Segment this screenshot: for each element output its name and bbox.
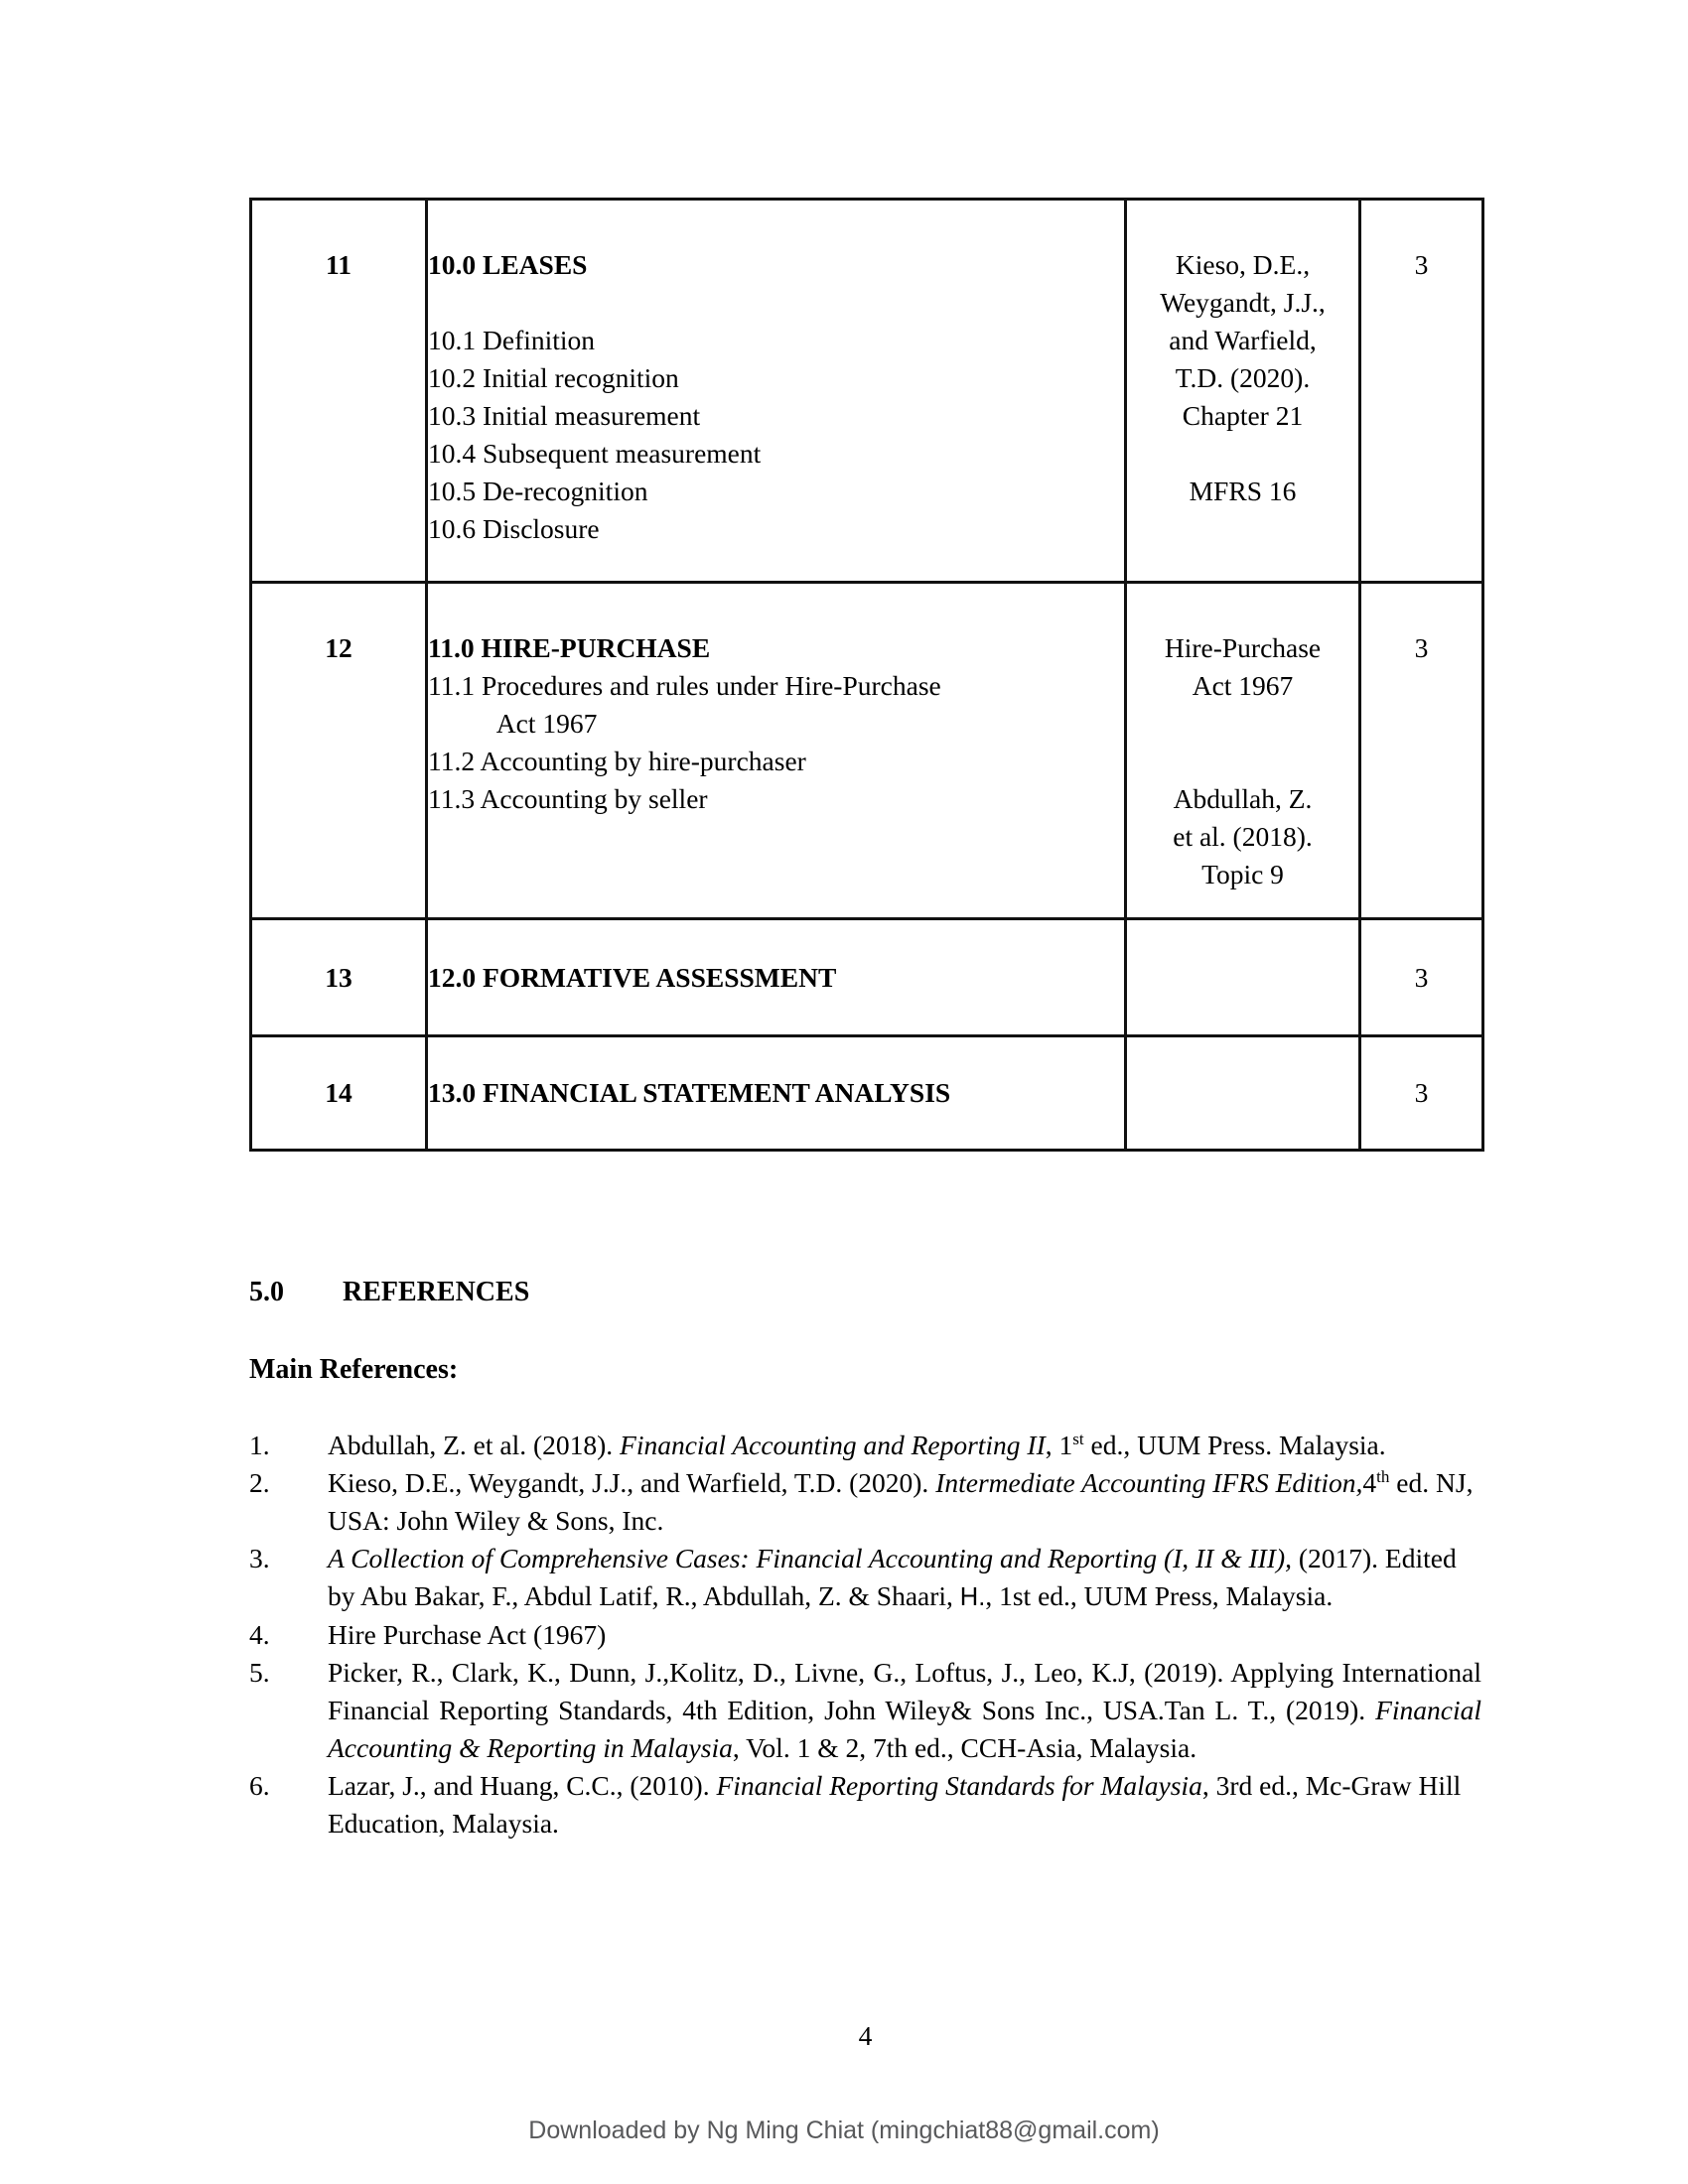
topic-line: Act 1967 <box>428 708 598 739</box>
reference-text-segment: H. <box>959 1583 986 1611</box>
week-number: 14 <box>325 1077 352 1108</box>
topic-line: 10.3 Initial measurement <box>428 400 701 431</box>
reference-item-number: 6. <box>249 1770 270 1801</box>
topic-line: 10.5 De-recognition <box>428 476 648 506</box>
reference-line: Abdullah, Z. <box>1173 783 1313 814</box>
hours-cell <box>1360 1036 1483 1151</box>
topic-heading: 12.0 FORMATIVE ASSESSMENT <box>428 961 837 993</box>
syllabus-table <box>249 198 1484 1152</box>
reference-text-segment: Picker, R., Clark, K., Dunn, J.,Kolitz, D., Livne, G., Loftus, J., Leo, K.J, (2019). Applying International Financial Reporting Standards, 4th Edition, John Wiley& Sons Inc., USA.Tan L. T., (2019). <box>328 1657 1481 1725</box>
reference-item <box>249 1464 1481 1540</box>
hours-cell <box>1360 583 1483 919</box>
topic-line <box>428 284 1124 322</box>
reference-item <box>249 1427 1481 1464</box>
reference-item-text <box>328 1540 1481 1616</box>
week-number: 13 <box>325 961 352 993</box>
reference-line: Hire-Purchase <box>1164 632 1322 663</box>
reference-line: Kieso, D.E., <box>1175 249 1311 280</box>
topic-line: 11.1 Procedures and rules under Hire-Purchase <box>428 670 941 701</box>
hours-cell <box>1360 919 1483 1036</box>
topic-cell <box>427 919 1126 1036</box>
reference-line: Weygandt, J.J., <box>1160 287 1326 318</box>
reference-text-segment: A Collection of Comprehensive Cases: Financial Accounting and Reporting (I, II & III), <box>328 1543 1292 1573</box>
table-row <box>251 583 1483 919</box>
reference-item-number: 4. <box>249 1619 270 1650</box>
reference-line <box>1127 743 1358 780</box>
topic-heading: 13.0 FINANCIAL STATEMENT ANALYSIS <box>428 1077 951 1108</box>
reference-text-segment: , 1 <box>1045 1430 1073 1460</box>
reference-text-segment: , 3rd ed., Mc-Graw Hill Education, Malaysia. <box>328 1770 1462 1839</box>
reference-item-text <box>328 1767 1481 1843</box>
references-section-heading <box>249 1274 529 1311</box>
topic-cell <box>427 583 1126 919</box>
topic-line: 11.3 Accounting by seller <box>428 783 708 814</box>
reference-cell <box>1126 583 1360 919</box>
week-number-cell <box>251 583 427 919</box>
reference-text-segment: Intermediate Accounting IFRS Edition, <box>935 1467 1363 1498</box>
topic-line: 11.2 Accounting by hire-purchaser <box>428 746 806 776</box>
syllabus-table-body <box>251 200 1483 1151</box>
reference-cell <box>1126 1036 1360 1151</box>
table-row <box>251 1036 1483 1151</box>
reference-line: et al. (2018). <box>1173 821 1313 852</box>
hours-value: 3 <box>1414 632 1429 663</box>
reference-line: MFRS 16 <box>1189 476 1297 506</box>
reference-text-segment: th <box>1376 1466 1390 1486</box>
reference-text-segment: Financial Accounting & Reporting in Malaysia <box>328 1695 1481 1763</box>
week-number: 11 <box>326 249 352 280</box>
reference-cell <box>1126 200 1360 583</box>
reference-text-segment: Abdullah, Z. et al. (2018). <box>328 1430 621 1460</box>
reference-item <box>249 1616 1481 1654</box>
topic-cell <box>427 1036 1126 1151</box>
table-row <box>251 919 1483 1036</box>
page-number: 4 <box>858 2020 873 2051</box>
week-number: 12 <box>325 632 352 663</box>
reference-cell <box>1126 919 1360 1036</box>
reference-item-number: 5. <box>249 1657 270 1688</box>
hours-value: 3 <box>1414 961 1429 993</box>
reference-item-text <box>328 1616 1481 1654</box>
reference-line <box>1127 435 1358 473</box>
reference-item-number: 1. <box>249 1430 270 1460</box>
reference-line: Topic 9 <box>1201 859 1284 889</box>
topic-line: 10.6 Disclosure <box>428 513 600 544</box>
reference-text-segment: Hire Purchase Act (1967) <box>328 1619 607 1650</box>
week-number-cell <box>251 919 427 1036</box>
reference-line <box>1127 705 1358 743</box>
topic-cell <box>427 200 1126 583</box>
topic-line: 10.2 Initial recognition <box>428 362 679 393</box>
reference-item-text <box>328 1464 1481 1540</box>
table-row <box>251 200 1483 583</box>
reference-line: Chapter 21 <box>1182 400 1304 431</box>
reference-text-segment: Kieso, D.E., Weygandt, J.J., and Warfield, T.D. (2020). <box>328 1467 936 1498</box>
reference-item <box>249 1540 1481 1616</box>
hours-value: 3 <box>1414 1077 1429 1108</box>
reference-item-text <box>328 1654 1481 1767</box>
reference-text-segment: Financial Reporting Standards for Malaysia <box>716 1770 1202 1801</box>
download-footer: Downloaded by Ng Ming Chiat (mingchiat88@gmail.com) <box>528 2116 1160 2144</box>
reference-text-segment: Lazar, J., and Huang, C.C., (2010). <box>328 1770 717 1801</box>
reference-item <box>249 1654 1481 1767</box>
section-title: REFERENCES <box>343 1277 530 1307</box>
section-number: 5.0 <box>249 1277 284 1307</box>
reference-line: T.D. (2020). <box>1175 362 1311 393</box>
topic-heading: 11.0 HIRE-PURCHASE <box>428 632 711 663</box>
reference-text-segment: 4 <box>1362 1467 1377 1498</box>
reference-text-segment: , 1st ed., UUM Press, Malaysia. <box>985 1580 1334 1611</box>
reference-text-segment: (2017). Edited by Abu Bakar, F., Abdul Latif, R., Abdullah, Z. & Shaari, <box>328 1543 1457 1611</box>
reference-line: and Warfield, <box>1169 325 1317 355</box>
topic-line: 10.4 Subsequent measurement <box>428 438 762 469</box>
references-list <box>249 1427 1481 1843</box>
reference-item-number: 3. <box>249 1543 270 1573</box>
main-references-heading: Main References: <box>249 1354 459 1385</box>
reference-item-number: 2. <box>249 1467 270 1498</box>
topic-heading: 10.0 LEASES <box>428 249 588 280</box>
reference-text-segment: , Vol. 1 & 2, 7th ed., CCH-Asia, Malaysia. <box>732 1732 1197 1763</box>
reference-text-segment: ed. NJ, USA: John Wiley & Sons, Inc. <box>328 1467 1474 1536</box>
reference-item <box>249 1767 1481 1843</box>
reference-item-text <box>328 1427 1481 1464</box>
reference-text-segment: Financial Accounting and Reporting II <box>620 1430 1046 1460</box>
reference-text-segment: st <box>1072 1429 1084 1448</box>
hours-value: 3 <box>1414 249 1429 280</box>
reference-line: Act 1967 <box>1192 670 1294 701</box>
week-number-cell <box>251 1036 427 1151</box>
hours-cell <box>1360 200 1483 583</box>
week-number-cell <box>251 200 427 583</box>
topic-line: 10.1 Definition <box>428 325 596 355</box>
reference-text-segment: ed., UUM Press. Malaysia. <box>1083 1430 1386 1460</box>
